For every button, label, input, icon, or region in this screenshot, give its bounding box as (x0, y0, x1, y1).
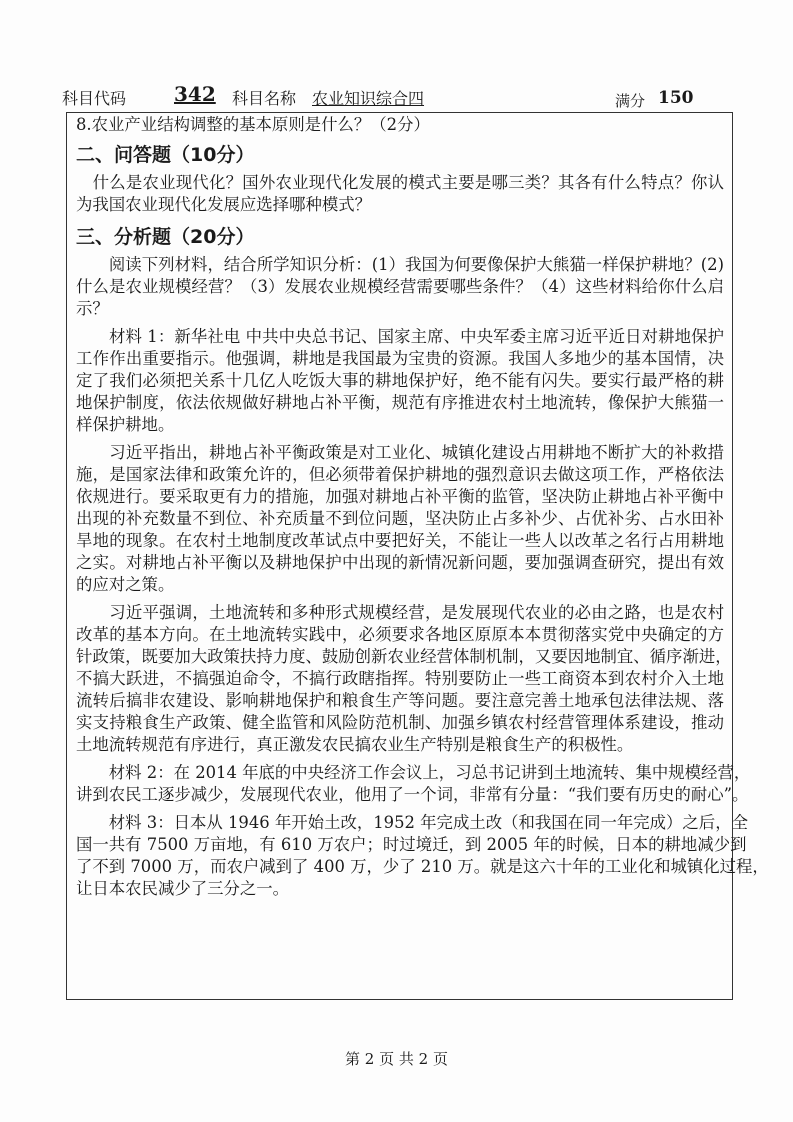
text-line: 习近平指出，耕地占补平衡政策是对工业化、城镇化建设占用耕地不断扩大的补救措 (76, 443, 724, 462)
text-line: 流转后搞非农建设、影响耕地保护和粮食生产等问题。要注意完善土地承包法律法规、落 (76, 691, 724, 710)
section-3-materials (76, 254, 769, 900)
text-line: 定了我们必须把关系十几亿人吃饭大事的耕地保护好，绝不能有闪失。要实行最严格的耕 (76, 371, 724, 390)
material-paragraph (76, 812, 769, 900)
text-line: 依规进行。要采取更有力的措施，加强对耕地占补平衡的监管，坚决防止耕地占补平衡中 (76, 487, 724, 506)
analysis-prompt (76, 254, 724, 320)
text-line: 什么是农业规模经营？（3）发展农业规模经营需要哪些条件？（4）这些材料给你什么启 (76, 277, 724, 296)
text-line: 土地流转规范有序进行，真正激发农民搞农业生产特别是粮食生产的积极性。 (76, 735, 634, 754)
text-line: 出现的补充数量不到位、补充质量不到位问题，坚决防止占多补少、占优补劣、占水田补 (76, 509, 724, 528)
text-line: 针政策，既要加大政策扶持力度、鼓励创新农业经营体制机制，又要因地制宜、循序渐进， (76, 647, 732, 666)
text-line: 国一共有 7500 万亩地，有 610 万农户；时过境迁，到 2005 年的时候，日本的耕地减少到 (76, 835, 747, 854)
text-line: 讲到农民工逐步减少，发展现代农业，他用了一个词，非常有分量：“我们要有历史的耐心”。 (76, 785, 749, 804)
text-line: 材料 3：日本从 1946 年开始土改，1952 年完成土改（和我国在同一年完成）之后，全 (76, 813, 748, 832)
text-line: 实支持粮食生产政策、健全监管和风险防范机制、加强乡镇农村经营管理体系建设，推动 (76, 713, 724, 732)
exam-header (62, 82, 702, 112)
text-line: 为我国农业现代化发展应选择哪种模式？ (76, 195, 372, 214)
section-2-question (76, 172, 724, 216)
text-line: 不搞大跃进，不搞强迫命令，不搞行政瞎指挥。特别要防止一些工商资本到农村介入土地 (76, 669, 724, 688)
material-paragraph (76, 602, 732, 756)
text-line: 让日本农民减少了三分之一。 (76, 879, 290, 898)
text-line: 之实。对耕地占补平衡以及耕地保护中出现的新情况新问题，要加强调查研究，提出有效 (76, 553, 724, 572)
text-line: 地保护制度，依法依规做好耕地占补平衡，规范有序推进农村土地流转，像保护大熊猫一 (76, 393, 724, 412)
text-line: 改革的基本方向。在土地流转实践中，必须要求各地区原原本本贯彻落实党中央确定的方 (76, 625, 724, 644)
subject-name-label: 科目名称 (232, 89, 297, 108)
text-line: 材料 1：新华社电 中共中央总书记、国家主席、中央军委主席习近平近日对耕地保护 (76, 327, 724, 346)
question-8: 8.农业产业结构调整的基本原则是什么？（2分） (76, 115, 430, 134)
text-line: 工作作出重要指示。他强调，耕地是我国最为宝贵的资源。我国人多地少的基本国情，决 (76, 349, 724, 368)
material-paragraph (76, 442, 724, 596)
text-line: 阅读下列材料，结合所学知识分析：(1）我国为何要像保护大熊猫一样保护耕地？(2) (76, 255, 724, 274)
text-line: 什么是农业现代化？国外农业现代化发展的模式主要是哪三类？其各有什么特点？你认 (76, 173, 724, 192)
full-score-label: 满分 (615, 92, 646, 110)
subject-code: 342 (174, 82, 216, 106)
text-line: 习近平强调，土地流转和多种形式规模经营，是发展现代农业的必由之路，也是农村 (76, 603, 724, 622)
material-paragraph (76, 762, 751, 806)
text-line: 样保护耕地。 (76, 415, 175, 434)
page-footer: 第 2 页 共 2 页 (345, 1050, 448, 1068)
subject-name: 农业知识综合四 (312, 89, 425, 108)
subject-code-label: 科目代码 (62, 89, 127, 108)
full-score: 150 (658, 88, 694, 108)
questions-content (76, 114, 769, 906)
section-2-title: 二、问答题（10分） (76, 144, 255, 166)
text-line: 材料 2：在 2014 年底的中央经济工作会议上，习总书记讲到土地流转、集中规模经营， (76, 763, 751, 782)
section-3-title: 三、分析题（20分） (76, 226, 255, 248)
text-line: 的应对之策。 (76, 575, 175, 594)
text-line: 了不到 7000 万，而农户减到了 400 万，少了 210 万。就是这六十年的工业化和城镇化过程， (76, 857, 769, 876)
text-line: 示？ (76, 299, 109, 318)
material-paragraph (76, 326, 724, 436)
text-line: 旱地的现象。在农村土地制度改革试点中要把好关，不能让一些人以改革之名行占用耕地 (76, 531, 724, 550)
text-line: 施，是国家法律和政策允许的，但必须带着保护耕地的强烈意识去做这项工作，严格依法 (76, 465, 724, 484)
